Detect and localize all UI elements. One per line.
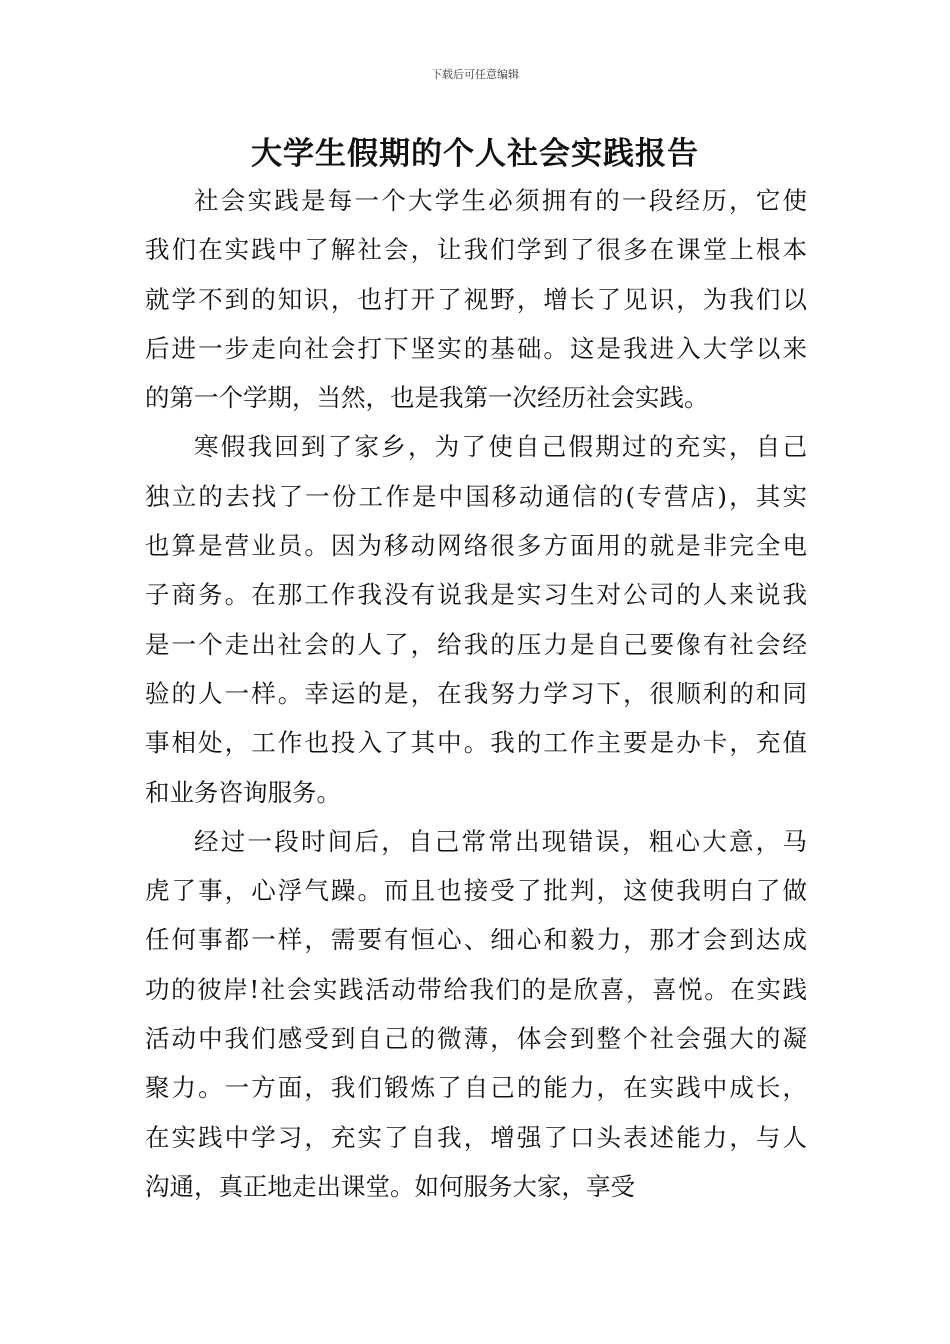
paragraph-line: 独立的去找了一份工作是中国移动通信的(专营店)，其实 — [145, 481, 807, 511]
document-title: 大学生假期的个人社会实践报告 — [251, 136, 699, 172]
paragraph-line: 和业务咨询服务。 — [145, 777, 341, 807]
document-body — [145, 176, 807, 1211]
paragraph-line: 沟通，真正地走出课堂。如何服务大家，享受 — [145, 1171, 635, 1201]
paragraph-line: 也算是营业员。因为移动网络很多方面用的就是非完全电 — [145, 531, 807, 561]
paragraph-line: 虎了事，心浮气躁。而且也接受了批判，这使我明白了做 — [145, 876, 807, 906]
paragraph — [145, 817, 807, 1211]
paragraph-line: 经过一段时间后，自己常常出现错误，粗心大意，马 — [194, 826, 807, 856]
paragraph-line: 任何事都一样，需要有恒心、细心和毅力，那才会到达成 — [145, 925, 807, 955]
paragraph-line: 事相处，工作也投入了其中。我的工作主要是办卡，充值 — [145, 728, 807, 758]
header-note: 下载后可任意编辑 — [431, 68, 519, 81]
paragraph-line: 社会实践是每一个大学生必须拥有的一段经历，它使 — [194, 186, 807, 215]
paragraph — [145, 176, 807, 422]
paragraph-line: 验的人一样。幸运的是，在我努力学习下，很顺利的和同 — [145, 678, 807, 708]
paragraph-line: 子商务。在那工作我没有说我是实习生对公司的人来说我 — [145, 580, 807, 610]
paragraph-line: 活动中我们感受到自己的微薄，体会到整个社会强大的凝 — [145, 1024, 807, 1054]
paragraph-line: 在实践中学习，充实了自我，增强了口头表述能力，与人 — [145, 1122, 807, 1152]
paragraph-line: 是一个走出社会的人了，给我的压力是自己要像有社会经 — [145, 629, 807, 659]
paragraph-line: 我们在实践中了解社会，让我们学到了很多在课堂上根本 — [145, 235, 807, 265]
paragraph-line: 后进一步走向社会打下坚实的基础。这是我进入大学以来 — [145, 333, 807, 363]
paragraph-line: 就学不到的知识，也打开了视野，增长了见识，为我们以 — [145, 284, 807, 314]
paragraph-line: 功的彼岸!社会实践活动带给我们的是欣喜，喜悦。在实践 — [145, 974, 807, 1004]
paragraph-line: 的第一个学期，当然，也是我第一次经历社会实践。 — [145, 383, 709, 413]
paragraph — [145, 422, 807, 816]
paragraph-line: 聚力。一方面，我们锻炼了自己的能力，在实践中成长， — [145, 1073, 807, 1103]
paragraph-line: 寒假我回到了家乡，为了使自己假期过的充实，自己 — [194, 432, 807, 462]
